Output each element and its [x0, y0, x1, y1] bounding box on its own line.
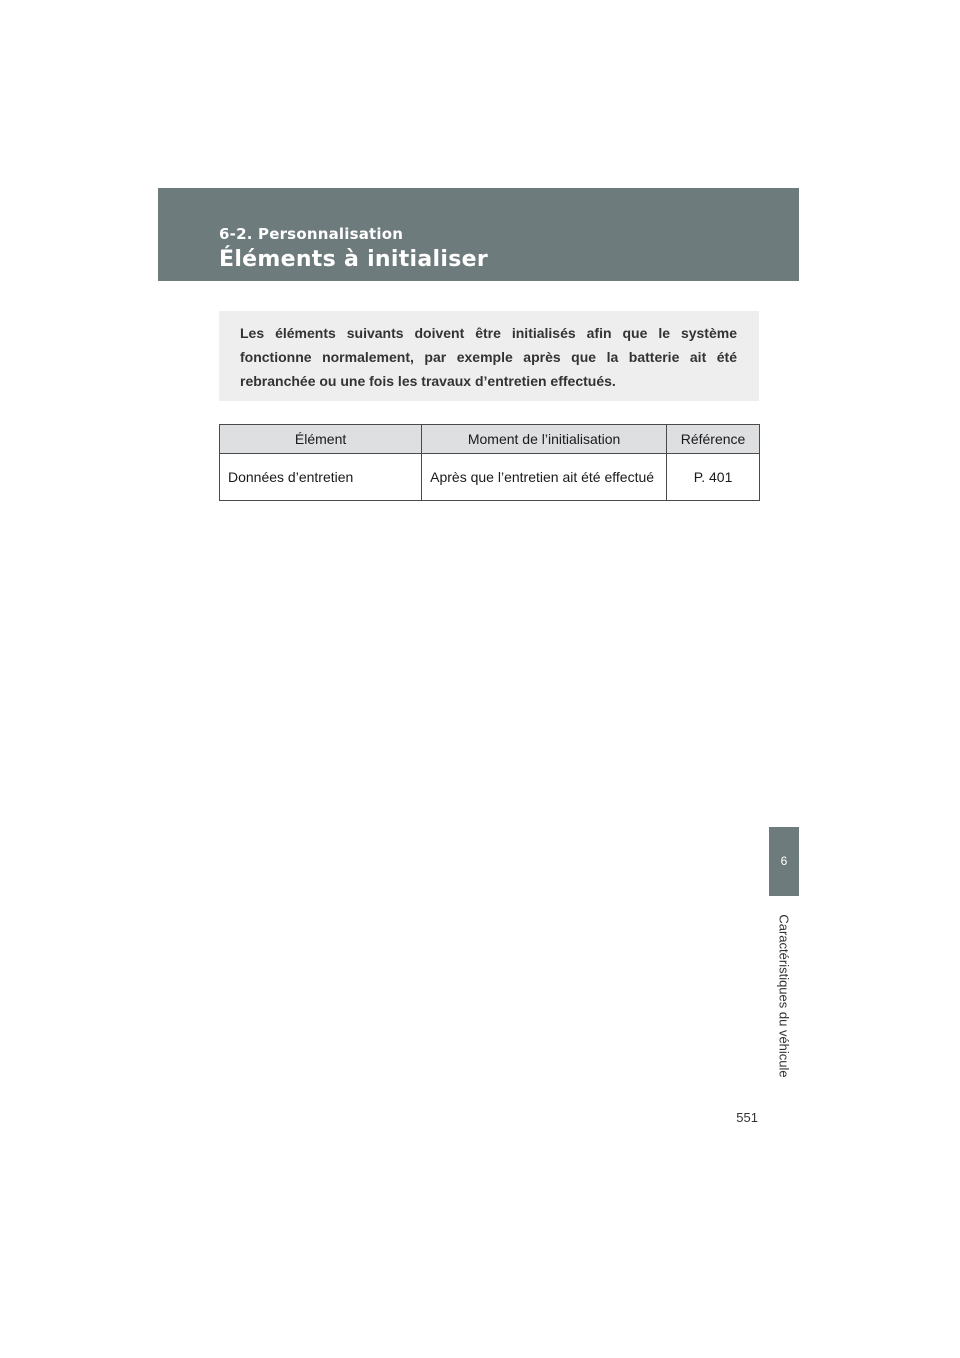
table-row: [220, 454, 760, 501]
column-header-reference: Référence: [667, 425, 760, 454]
section-label: 6-2. Personnalisation: [219, 225, 404, 243]
cell-moment: Après que l’entretien ait été effectué: [422, 454, 667, 501]
cell-reference: P. 401: [667, 454, 760, 501]
intro-box: [219, 311, 759, 401]
intro-text: Les éléments suivants doivent être initialisés afin que le système fonctionne normalement, par exemple après que la batterie ait été rebranchée ou une fois les travaux d’entretien effectués.: [240, 325, 737, 389]
initialization-table: [219, 424, 760, 501]
page-title: Éléments à initialiser: [219, 247, 488, 272]
page-number: 551: [736, 1110, 758, 1125]
cell-element: Données d’entretien: [220, 454, 422, 501]
table-header-row: [220, 425, 760, 454]
header-band: [158, 188, 799, 281]
chapter-label: Caractéristiques du véhicule: [776, 914, 792, 1078]
column-header-element: Élément: [220, 425, 422, 454]
chapter-tab: 6: [769, 827, 799, 896]
column-header-moment: Moment de l’initialisation: [422, 425, 667, 454]
